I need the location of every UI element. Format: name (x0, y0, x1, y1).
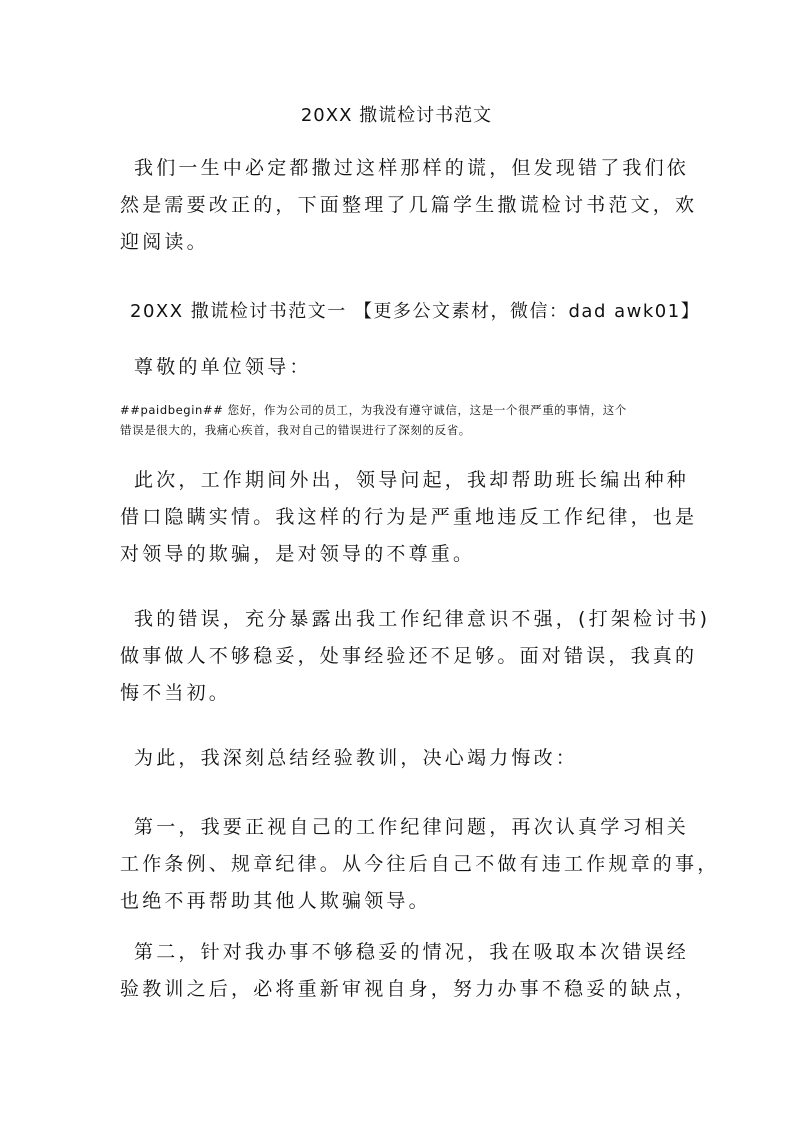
text-line: 做事做人不够稳妥，处事经验还不足够。面对错误，我真的 (120, 645, 698, 667)
body-paragraph-5 (120, 934, 698, 1008)
text-line: 错误是很大的，我痛心疾首，我对自己的错误进行了深刻的反省。 (120, 423, 471, 437)
text-line: 此次，工作期间外出，领导问起，我却帮助班长编出种种 (134, 469, 690, 491)
section-subheading (130, 293, 701, 330)
document-title: 20XX 撒谎检讨书范文 (300, 105, 493, 126)
text-line: 工作条例、规章纪律。从今往后自己不做有违工作规章的事， (120, 853, 720, 875)
text-line: 然是需要改正的，下面整理了几篇学生撒谎检讨书范文，欢 (120, 194, 698, 216)
body-paragraph-2 (120, 601, 711, 712)
text-line: 第二，针对我办事不够稳妥的情况，我在吸取本次错误经 (134, 941, 690, 963)
subheading-text: 20XX 撒谎检讨书范文一 【更多公文素材，微信：dad awk01】 (130, 301, 701, 322)
body-paragraph-4 (120, 809, 720, 920)
text-line: 悔不当初。 (120, 682, 232, 704)
salutation (120, 349, 680, 386)
text-line: 为此，我深刻总结经验教训，决心竭力悔改： (134, 747, 579, 769)
text-line: ##paidbegin## 您好，作为公司的员工，为我没有遵守诚信，这是一个很严重的事情，这个 (120, 403, 627, 417)
text-line: 我的错误，充分暴露出我工作纪律意识不强，(打架检讨书) (134, 608, 711, 630)
text-line: 也绝不再帮助其他人欺骗领导。 (120, 890, 431, 912)
intro-paragraph (120, 150, 698, 261)
text-line: 验教训之后，必将重新审视自身，努力办事不稳妥的缺点， (120, 978, 698, 1000)
body-paragraph-3 (120, 740, 680, 777)
text-line: 迎阅读。 (120, 231, 209, 253)
text-line: 对领导的欺骗，是对领导的不尊重。 (120, 543, 476, 565)
body-paragraph-1 (120, 462, 698, 573)
salutation-text: 尊敬的单位领导： (134, 356, 312, 378)
paid-begin-paragraph (120, 400, 680, 440)
text-line: 借口隐瞒实情。我这样的行为是严重地违反工作纪律，也是 (120, 506, 698, 528)
text-line: 我们一生中必定都撒过这样那样的谎，但发现错了我们依 (134, 157, 690, 179)
text-line: 第一，我要正视自己的工作纪律问题，再次认真学习相关 (134, 816, 690, 838)
